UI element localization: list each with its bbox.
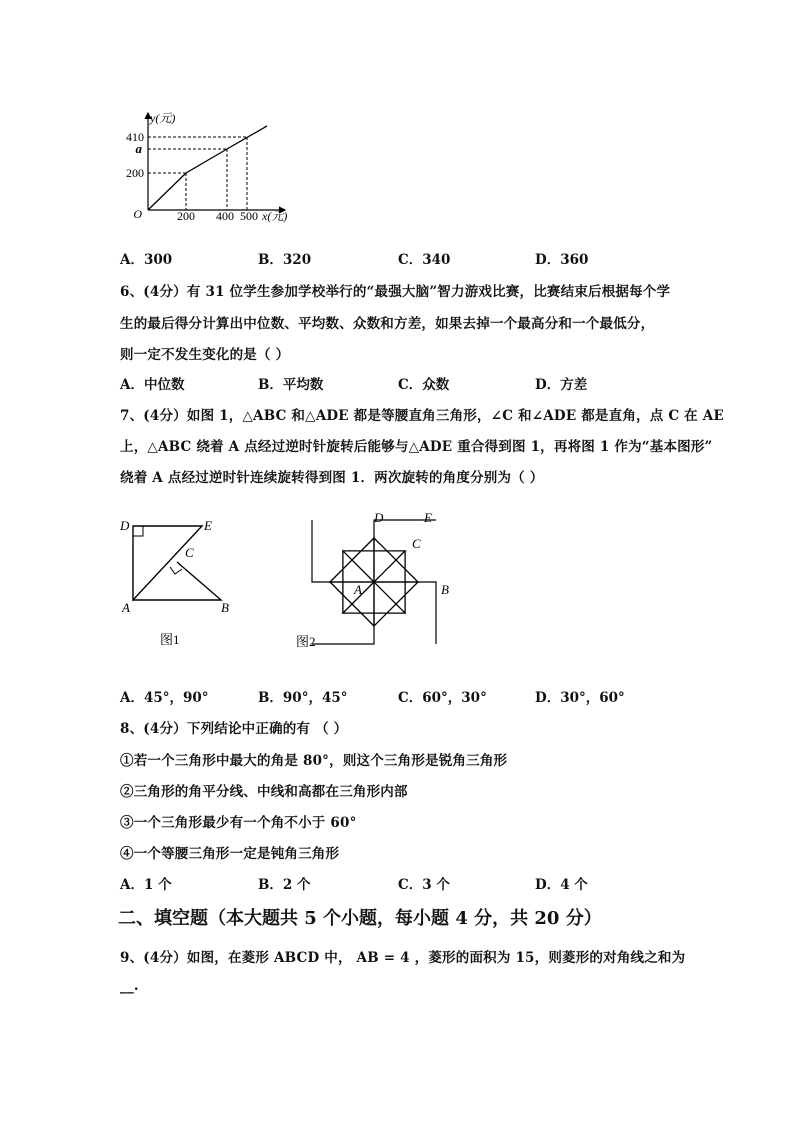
- right-angle-mark-d: [133, 526, 143, 536]
- q8-item-2: ②三角形的角平分线、中线和高都在三角形内部: [120, 784, 408, 800]
- q8-option-d[interactable]: D．4 个: [535, 877, 588, 893]
- triangle-ade: [133, 526, 202, 600]
- q7-option-b[interactable]: B．90°，45°: [258, 690, 348, 706]
- q8-option-c[interactable]: C．3 个: [398, 877, 450, 893]
- q7-option-a[interactable]: A．45°，90°: [120, 690, 209, 706]
- fig1-label-e: E: [204, 518, 212, 533]
- q5-option-d[interactable]: D．360: [535, 252, 589, 268]
- q9-stem-line2: __.: [120, 978, 139, 994]
- fig1-label-a: A: [122, 600, 130, 615]
- q5-option-a[interactable]: A．300: [120, 252, 173, 268]
- origin-label: O: [133, 207, 142, 221]
- q8-option-a[interactable]: A．1 个: [120, 877, 172, 893]
- q7-option-c[interactable]: C．60°，30°: [398, 690, 487, 706]
- fig1-caption: 图1: [160, 632, 180, 647]
- q6-option-a[interactable]: A．中位数: [120, 377, 185, 393]
- x-tick-200: 200: [177, 209, 195, 223]
- price-graph: [110, 108, 320, 233]
- q8-item-4: ④一个等腰三角形一定是钝角三角形: [120, 846, 340, 862]
- q7-option-d[interactable]: D．30°，60°: [535, 690, 625, 706]
- q5-option-b[interactable]: B．320: [258, 252, 312, 268]
- q6-option-c[interactable]: C．众数: [398, 377, 450, 393]
- y-axis-label: y(元): [150, 111, 176, 125]
- figure-1: [112, 512, 242, 652]
- graph-line: [148, 126, 267, 210]
- fig2-label-d: D: [374, 510, 384, 525]
- q8-stem: 8、(4分）下列结论中正确的有 （ ）: [120, 721, 348, 737]
- fig2-label-b: B: [441, 582, 449, 597]
- y-tick-a: a: [135, 141, 142, 156]
- q8-option-b[interactable]: B．2 个: [258, 877, 311, 893]
- y-tick-410: 410: [126, 130, 144, 144]
- fig2-label-c: C: [412, 536, 421, 551]
- q6-option-d[interactable]: D．方差: [535, 377, 588, 393]
- x-tick-500: 500: [240, 209, 258, 223]
- fig1-label-b: B: [221, 600, 229, 615]
- q9-stem-line1: 9、(4分）如图，在菱形 ABCD 中， AB = 4 ，菱形的面积为 15，则菱形的对角线之和为: [120, 950, 686, 966]
- q6-stem-line3: 则一定不发生变化的是（ ）: [120, 347, 290, 363]
- q5-option-c[interactable]: C．340: [398, 252, 451, 268]
- fig2-caption: 图2: [296, 634, 316, 649]
- triangle-abc: [133, 562, 221, 600]
- section-2-title: 二、填空题（本大题共 5 个小题，每小题 4 分，共 20 分）: [118, 908, 602, 929]
- q8-item-1: ①若一个三角形中最大的角是 80°，则这个三角形是锐角三角形: [120, 753, 508, 769]
- q8-item-3: ③一个三角形最少有一个角不小于 60°: [120, 815, 357, 831]
- q7-stem-line1: 7、(4分）如图 1，△ABC 和△ADE 都是等腰直角三角形，∠C 和∠ADE 都是直角，点 C 在 AE: [120, 408, 724, 424]
- q6-stem-line1: 6、(4分）有 31 位学生参加学校举行的“最强大脑”智力游戏比赛，比赛结束后根据每个学: [120, 284, 671, 300]
- fig2-label-a: A: [354, 582, 362, 597]
- fig1-label-c: C: [185, 545, 194, 560]
- right-angle-mark-c: [170, 567, 182, 574]
- q6-stem-line2: 生的最后得分计算出中位数、平均数、众数和方差，如果去掉一个最高分和一个最低分，: [120, 316, 655, 332]
- q7-stem-line3: 绕着 A 点经过逆时针连续旋转得到图 1．两次旋转的角度分别为（ ）: [120, 470, 544, 486]
- x-tick-400: 400: [216, 209, 234, 223]
- y-tick-200: 200: [126, 166, 144, 180]
- q7-stem-line2: 上，△ABC 绕着 A 点经过逆时针旋转后能够与△ADE 重合得到图 1，再将图 1 作为“基本图形”: [120, 439, 713, 455]
- x-axis-label: x(元): [262, 209, 288, 223]
- fig2-label-e: E: [424, 510, 432, 525]
- figure-2: [290, 498, 460, 673]
- fig1-label-d: D: [120, 518, 130, 533]
- q6-option-b[interactable]: B．平均数: [258, 377, 324, 393]
